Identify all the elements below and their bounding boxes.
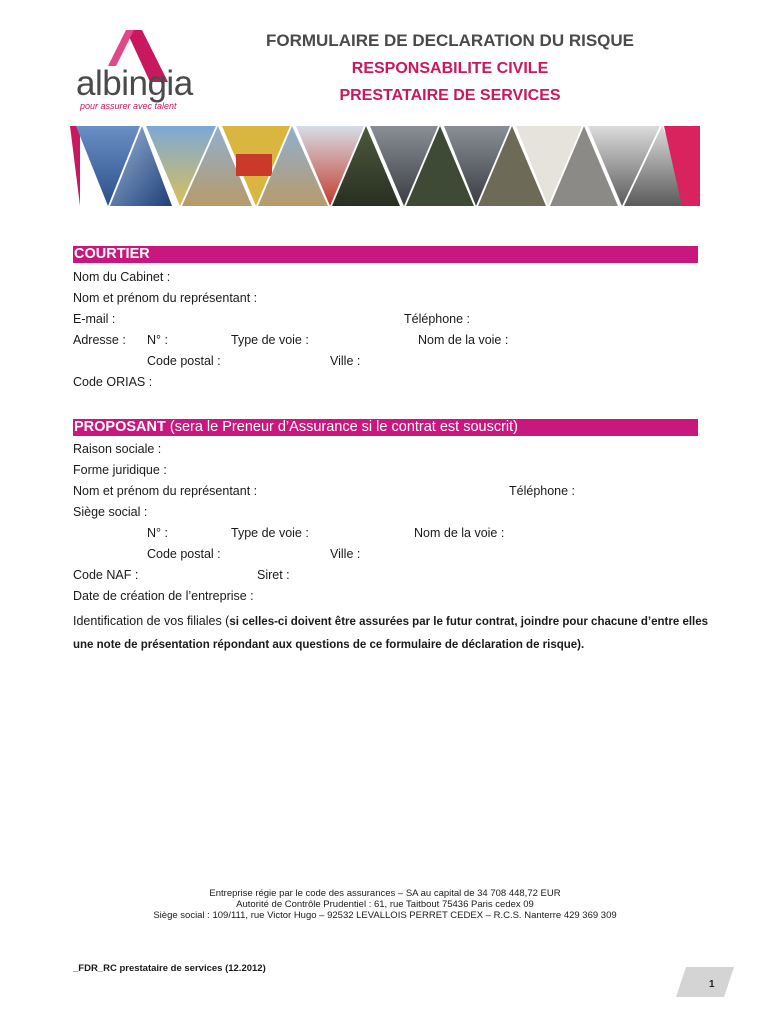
section-courtier-header — [73, 246, 698, 263]
email-label: E-mail : — [73, 312, 116, 326]
courtier-numero-label: N° : — [147, 333, 168, 347]
nom-cabinet-label: Nom du Cabinet : — [73, 270, 171, 284]
siret-label: Siret : — [257, 568, 290, 582]
proposant-ville-label: Ville : — [330, 547, 361, 561]
proposant-nom-voie-label: Nom de la voie : — [414, 526, 505, 540]
section-proposant-note: (sera le Preneur d’Assurance si le contrat est souscrit) — [165, 419, 519, 435]
code-orias-label: Code ORIAS : — [73, 375, 153, 389]
filiales-instructions — [73, 610, 713, 656]
proposant-numero-label: N° : — [147, 526, 168, 540]
forme-juridique-label: Forme juridique : — [73, 463, 167, 477]
section-proposant-header — [73, 419, 698, 436]
filiales-note: si celles-ci doivent être assurées par le futur contrat, joindre pour chacune d’entre elles une note de présentation répondant aux questions de ce formulaire de déclaration de risque). — [73, 616, 709, 651]
page-number: 1 — [709, 979, 715, 990]
page-subtitle-1: RESPONSABILITE CIVILE — [351, 60, 549, 77]
logo-tagline: pour assurer avec talent — [80, 101, 177, 111]
proposant-code-postal-label: Code postal : — [147, 547, 221, 561]
footer-line-1: Entreprise régie par le code des assurances – SA au capital de 34 708 448,72 EUR — [209, 888, 561, 899]
courtier-telephone-label: Téléphone : — [404, 312, 471, 326]
courtier-type-voie-label: Type de voie : — [231, 333, 309, 347]
raison-sociale-label: Raison sociale : — [73, 442, 162, 456]
footer-line-2: Autorité de Contrôle Prudentiel : 61, rue Taitbout 75436 Paris cedex 09 — [236, 899, 534, 910]
filiales-lead: Identification de vos filiales ( — [73, 614, 230, 628]
photo-banner — [70, 126, 700, 206]
section-courtier-title: COURTIER — [74, 246, 150, 262]
document-reference: _FDR_RC prestataire de services (12.2012) — [73, 963, 266, 974]
courtier-nom-voie-label: Nom de la voie : — [418, 333, 509, 347]
courtier-ville-label: Ville : — [330, 354, 361, 368]
proposant-telephone-label: Téléphone : — [509, 484, 576, 498]
code-naf-label: Code NAF : — [73, 568, 139, 582]
page-subtitle-2: PRESTATAIRE DE SERVICES — [339, 87, 561, 104]
logo-text: albingia — [76, 64, 193, 103]
courtier-adresse-label: Adresse : — [73, 333, 126, 347]
section-proposant-title: PROPOSANT — [74, 419, 166, 435]
siege-social-label: Siège social : — [73, 505, 148, 519]
proposant-representant-label: Nom et prénom du représentant : — [73, 484, 258, 498]
page-title: FORMULAIRE DE DECLARATION DU RISQUE — [265, 31, 634, 50]
page-number-badge — [676, 967, 734, 997]
proposant-type-voie-label: Type de voie : — [231, 526, 309, 540]
page-badge-shape-icon — [676, 967, 734, 997]
date-creation-label: Date de création de l’entreprise : — [73, 589, 254, 603]
courtier-representant-label: Nom et prénom du représentant : — [73, 291, 258, 305]
footer-line-3: Siège social : 109/111, rue Victor Hugo – 92532 LEVALLOIS PERRET CEDEX – R.C.S. Nanterre 429 369 309 — [153, 910, 617, 921]
courtier-code-postal-label: Code postal : — [147, 354, 221, 368]
